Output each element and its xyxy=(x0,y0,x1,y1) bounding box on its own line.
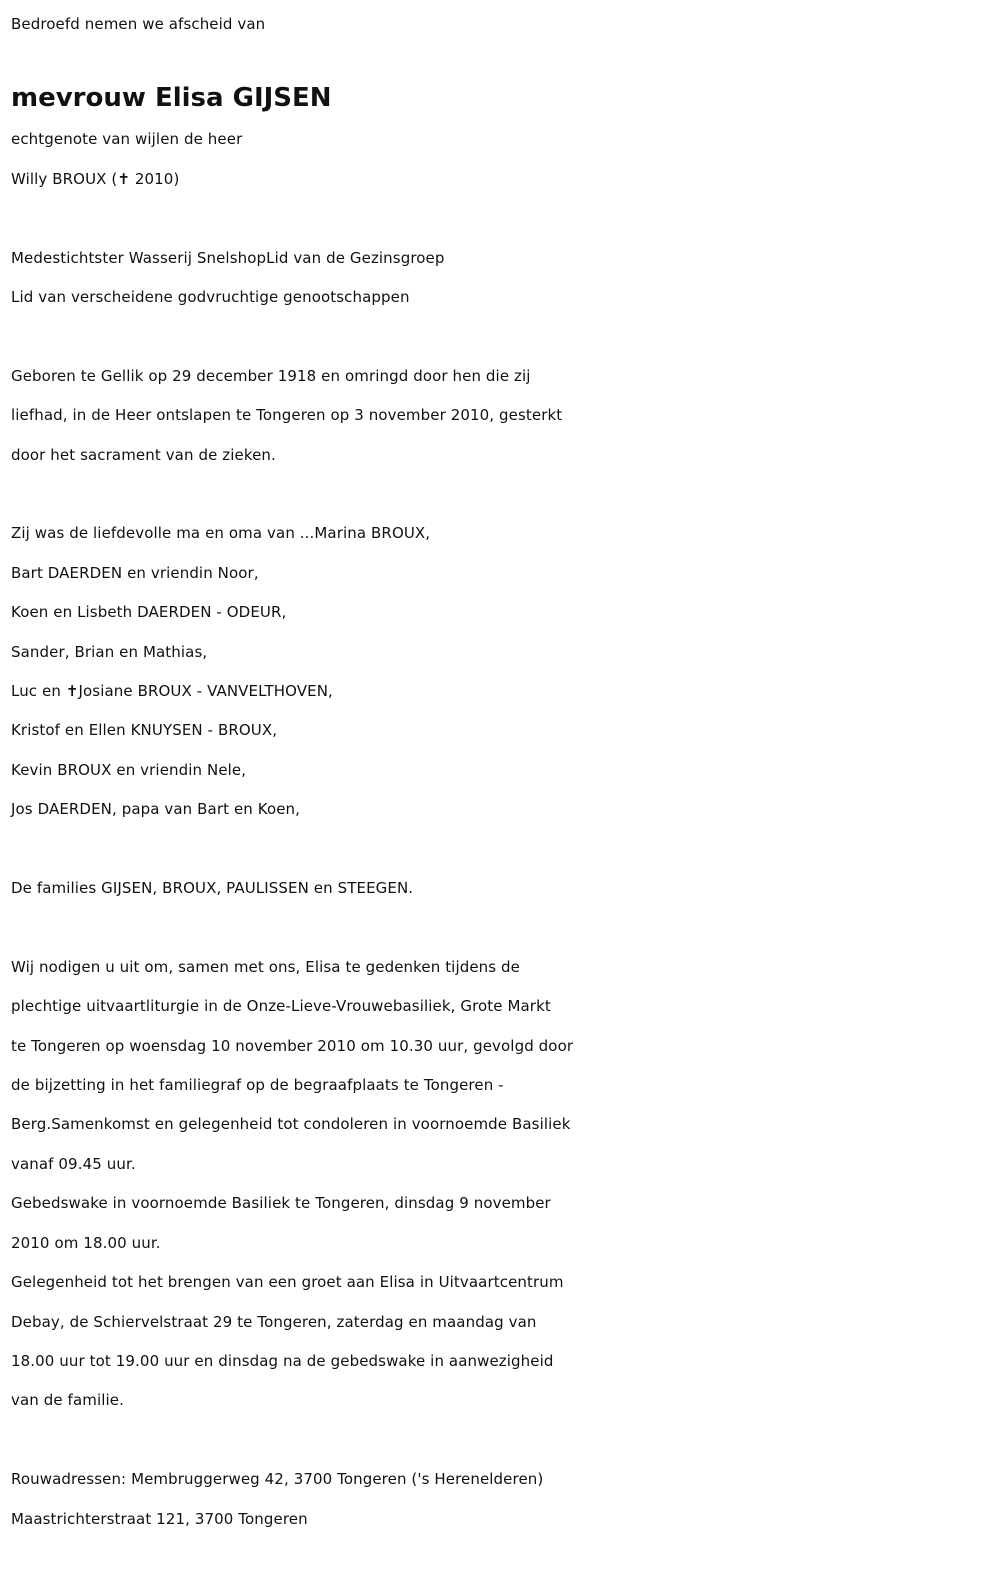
spouse-block xyxy=(11,120,991,199)
ceremony-line: Debay, de Schiervelstraat 29 te Tongeren, zaterdag en maandag van xyxy=(11,1312,537,1331)
ceremony-line: Gelegenheid tot het brengen van een groet aan Elisa in Uitvaartcentrum xyxy=(11,1273,564,1292)
family-line: Koen en Lisbeth DAERDEN - ODEUR, xyxy=(11,603,287,622)
deceased-name: mevrouw Elisa GIJSEN xyxy=(11,83,332,114)
ceremony-line: van de familie. xyxy=(11,1391,124,1410)
roles-block xyxy=(11,239,991,318)
birth-death-line: liefhad, in de Heer ontslapen te Tongeren op 3 november 2010, gesterkt xyxy=(11,406,563,425)
ceremony-block xyxy=(11,948,991,1421)
role-line: Lid van verscheidene godvruchtige genootschappen xyxy=(11,288,410,307)
family-line: Sander, Brian en Mathias, xyxy=(11,642,208,661)
family-line: Bart DAERDEN en vriendin Noor, xyxy=(11,563,259,582)
family-line: Jos DAERDEN, papa van Bart en Koen, xyxy=(11,800,301,819)
family-line: Kevin BROUX en vriendin Nele, xyxy=(11,760,247,779)
birth-death-line: door het sacrament van de zieken. xyxy=(11,445,276,464)
ceremony-line: vanaf 09.45 uur. xyxy=(11,1154,136,1173)
ceremony-line: Berg.Samenkomst en gelegenheid tot condoleren in voornoemde Basiliek xyxy=(11,1115,571,1134)
family-line: Kristof en Ellen KNUYSEN - BROUX, xyxy=(11,721,278,740)
address-line: Rouwadressen: Membruggerweg 42, 3700 Tongeren ('s Herenelderen) xyxy=(11,1470,544,1489)
address-line: Maastrichterstraat 121, 3700 Tongeren xyxy=(11,1509,308,1528)
families-block xyxy=(11,869,991,908)
family-line: Luc en ✝Josiane BROUX - VANVELTHOVEN, xyxy=(11,682,333,701)
birth-death-line: Geboren te Gellik op 29 december 1918 en omringd door hen die zij xyxy=(11,366,531,385)
intro-text: Bedroefd nemen we afscheid van xyxy=(11,15,266,33)
spouse-line: echtgenote van wijlen de heer xyxy=(11,130,243,149)
ceremony-line: de bijzetting in het familiegraf op de begraafplaats te Tongeren - xyxy=(11,1076,504,1095)
birth-death-block xyxy=(11,357,991,475)
obituary-notice xyxy=(11,0,991,1539)
ceremony-line: 2010 om 18.00 uur. xyxy=(11,1233,161,1252)
addresses-block xyxy=(11,1460,991,1539)
ceremony-line: te Tongeren op woensdag 10 november 2010 om 10.30 uur, gevolgd door xyxy=(11,1036,574,1055)
role-line: Medestichtster Wasserij SnelshopLid van de Gezinsgroep xyxy=(11,248,445,267)
family-line: Zij was de liefdevolle ma en oma van ...Marina BROUX, xyxy=(11,524,431,543)
spouse-line: Willy BROUX (✝ 2010) xyxy=(11,169,180,188)
ceremony-line: plechtige uitvaartliturgie in de Onze-Lieve-Vrouwebasiliek, Grote Markt xyxy=(11,997,551,1016)
family-block xyxy=(11,514,991,829)
families-line: De families GIJSEN, BROUX, PAULISSEN en STEEGEN. xyxy=(11,879,414,898)
ceremony-line: 18.00 uur tot 19.00 uur en dinsdag na de gebedswake in aanwezigheid xyxy=(11,1351,554,1370)
ceremony-line: Wij nodigen u uit om, samen met ons, Elisa te gedenken tijdens de xyxy=(11,957,521,976)
ceremony-line: Gebedswake in voornoemde Basiliek te Tongeren, dinsdag 9 november xyxy=(11,1194,551,1213)
